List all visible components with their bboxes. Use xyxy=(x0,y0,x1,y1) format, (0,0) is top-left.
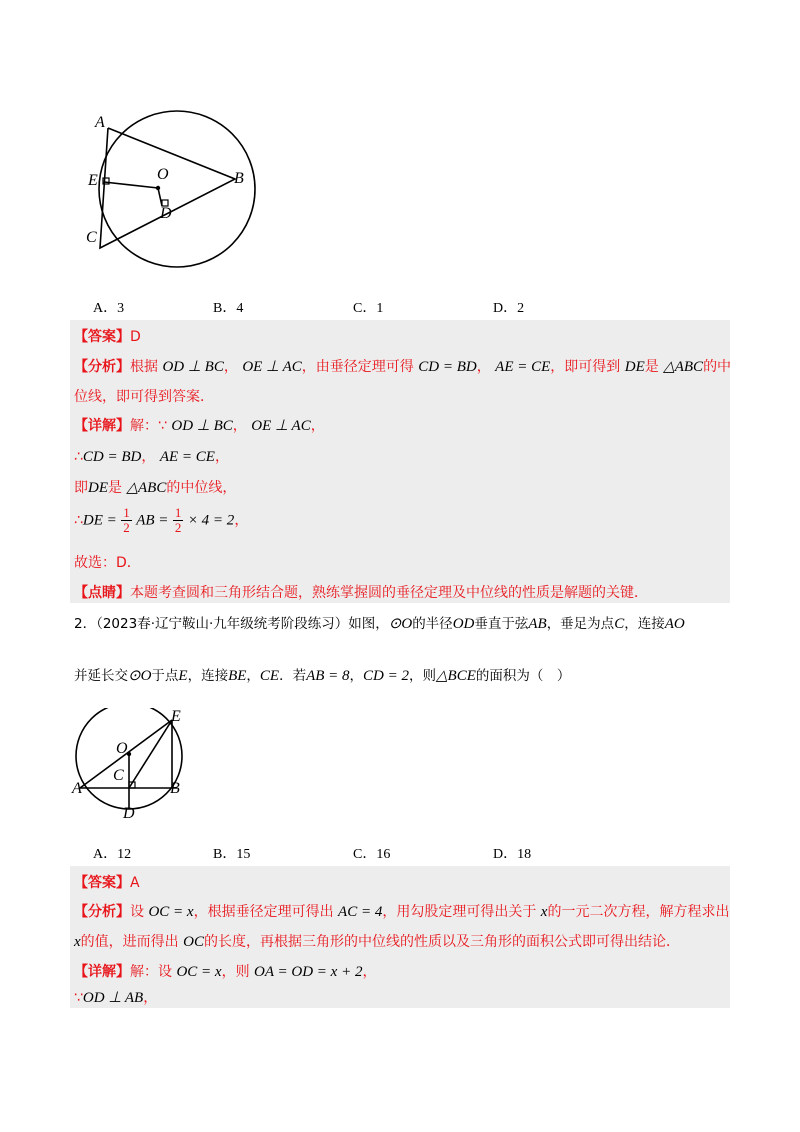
q1-analysis-line-1: 【分析】根据 OD ⊥ BC， OE ⊥ AC，由垂径定理可得 CD = BD， AE = CE，即可得到 DE是 △ABC的中 xyxy=(74,359,732,375)
fig1-label-d: D xyxy=(160,205,172,222)
fig2-label-c: C xyxy=(113,767,124,784)
q1-analysis-line-2: 位线，即可得到答案． xyxy=(74,389,214,405)
q1-comment: 【点睛】本题考查圆和三角形结合题，熟练掌握圆的垂径定理及中位线的性质是解题的关键． xyxy=(74,585,648,601)
fig1-label-a: A xyxy=(95,114,105,131)
q1-detail-line-1: 【详解】解：∵ OD ⊥ BC， OE ⊥ AC， xyxy=(74,418,325,434)
fig2-label-a: A xyxy=(72,780,82,797)
q1-choice-b[interactable]: B．4 xyxy=(213,301,244,316)
q1-detail-line-4: ∴DE = $\frac{1}{2}$ AB = $\frac{1}{2}$ × 4 = 2， xyxy=(74,505,249,535)
figure-2-circle-chord xyxy=(72,708,202,828)
q2-choice-c[interactable]: C．16 xyxy=(353,847,391,862)
q1-choice-a[interactable]: A．3 xyxy=(93,301,125,316)
q2-stem-line-1: 2．（2023春·辽宁鞍山·九年级统考阶段练习）如图，⊙O的半径OD垂直于弦AB，垂足为点C，连接AO xyxy=(74,616,685,632)
q2-answer: 【答案】A xyxy=(74,875,140,891)
q1-detail-line-2: ∴CD = BD， AE = CE， xyxy=(74,449,229,465)
fig1-label-e: E xyxy=(88,172,98,189)
fraction-half-1: $\frac{1}{2}$ xyxy=(123,505,130,535)
fig1-label-b: B xyxy=(234,170,244,187)
q2-detail-line-1: 【详解】解：设 OC = x，则 OA = OD = x + 2， xyxy=(74,964,377,980)
fig2-label-d: D xyxy=(123,805,135,822)
figure-1-circle-triangle xyxy=(80,108,280,268)
q2-choice-d[interactable]: D．18 xyxy=(493,847,532,862)
q2-analysis-line-2: x的值，进而得出 OC的长度，再根据三角形的中位线的性质以及三角形的面积公式即可得出结论． xyxy=(74,934,680,950)
fig1-label-o: O xyxy=(157,166,169,183)
fig1-label-c: C xyxy=(86,229,97,246)
q2-detail-line-2: ∵OD ⊥ AB， xyxy=(74,990,158,1006)
fig2-label-b: B xyxy=(170,780,180,797)
q1-answer: 【答案】D xyxy=(74,329,141,345)
fig2-label-e: E xyxy=(171,708,181,725)
q2-analysis-line-1: 【分析】设 OC = x，根据垂径定理可得出 AC = 4，用勾股定理可得出关于 x的一元二次方程，解方程求出 xyxy=(74,904,730,920)
q1-conclusion: 故选：D． xyxy=(74,555,141,571)
q1-choice-c[interactable]: C．1 xyxy=(353,301,384,316)
q2-choice-b[interactable]: B．15 xyxy=(213,847,251,862)
q1-detail-line-3: 即DE是 △ABC的中位线， xyxy=(74,480,237,496)
q2-stem-line-2: 并延长交⊙O于点E，连接BE，CE．若AB = 8，CD = 2，则△BCE的面积为（ ） xyxy=(74,668,571,684)
fraction-half-2: $\frac{1}{2}$ xyxy=(174,505,182,535)
q2-choice-a[interactable]: A．12 xyxy=(93,847,132,862)
q1-choice-d[interactable]: D．2 xyxy=(493,301,525,316)
fig2-label-o: O xyxy=(116,740,128,757)
